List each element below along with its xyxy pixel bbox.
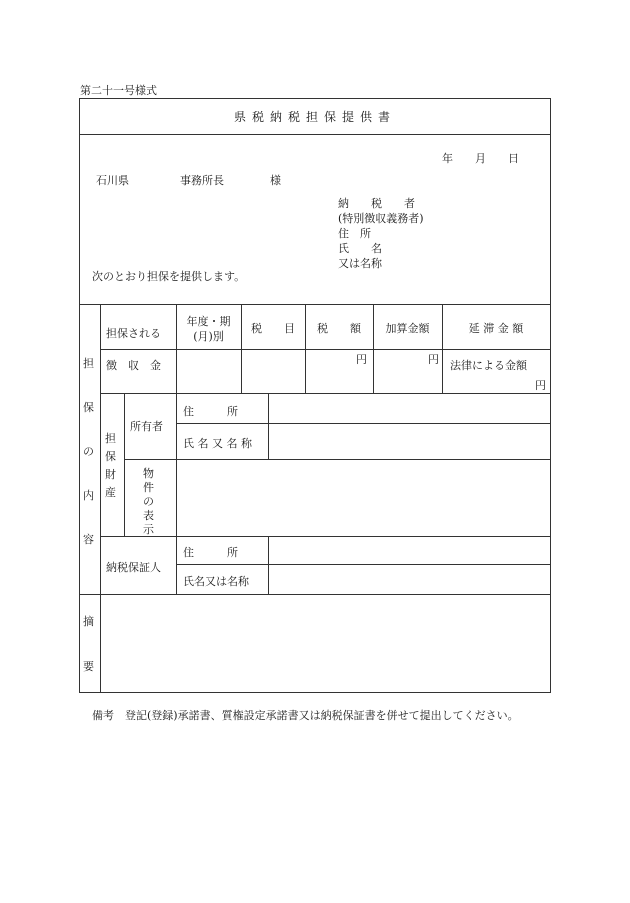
description-char: の (143, 495, 154, 508)
taxpayer-or-name: 又は名称 (338, 257, 382, 270)
left-label-char: 担 (83, 357, 94, 370)
property-label-char: 保 (105, 450, 116, 463)
property-label-char: 担 (105, 432, 116, 445)
collection-label: 徴 収 金 (106, 359, 161, 372)
guarantor-address-label: 住 所 (183, 546, 238, 559)
taxpayer-name: 氏 名 (338, 242, 382, 255)
yen-delinquent: 円 (535, 379, 546, 392)
summary-top-divider (79, 594, 551, 595)
table-row-divider (100, 349, 551, 350)
guarantor-top-divider (100, 536, 551, 537)
taxpayer-sub: (特別徴収義務者) (338, 212, 424, 225)
frame-bottom (79, 692, 551, 693)
taxpayer-label: 納 税 者 (338, 197, 415, 210)
frame-top (79, 98, 551, 99)
property-label-char: 産 (105, 486, 116, 499)
table-col-divider (241, 304, 242, 393)
left-label-char: 保 (83, 401, 94, 414)
header-delinquent: 延 滞 金 額 (468, 322, 524, 335)
header-additional: 加算金額 (385, 322, 430, 335)
header-period-line2: (月)別 (193, 330, 224, 343)
owner-address-label: 住 所 (183, 405, 238, 418)
header-period-line1: 年度・期 (186, 315, 231, 328)
header-tax-amount: 税 額 (317, 322, 361, 335)
summary-char: 摘 (83, 615, 94, 628)
yen-additional: 円 (428, 353, 439, 366)
addressee-honorific: 様 (270, 174, 281, 187)
guarantor-label-border (176, 536, 177, 594)
legal-amount-label: 法律による金額 (450, 359, 527, 372)
owner-name-label: 氏 名 又 名 称 (183, 437, 252, 450)
addressee-office: 事務所長 (180, 174, 224, 187)
description-char: 件 (143, 481, 154, 494)
owner-bottom-divider (124, 459, 551, 460)
frame-right (550, 98, 551, 693)
left-label-char: 容 (83, 533, 94, 546)
yen-tax-amount: 円 (356, 353, 367, 366)
header-tax-item: 税 目 (251, 322, 295, 335)
owner-field-divider (268, 393, 269, 459)
form-title: 県税納税担保提供書 (233, 110, 396, 124)
frame-left (79, 98, 80, 693)
header-divider (79, 304, 551, 305)
table-col-divider (373, 304, 374, 393)
guarantor-label: 納税保証人 (106, 561, 161, 574)
header-secured: 担保される (106, 327, 161, 340)
owner-row-divider (176, 423, 551, 424)
remarks: 備考 登記(登録)承諾書、質権設定承諾書又は納税保証書を併せて提出してください。 (92, 709, 519, 722)
owner-border (176, 393, 177, 536)
property-label-char: 財 (105, 468, 116, 481)
description-char: 物 (143, 467, 154, 480)
left-label-char: の (83, 445, 94, 458)
description-char: 表 (143, 509, 154, 522)
table-col-divider (305, 304, 306, 393)
table-col-divider (442, 304, 443, 393)
guarantor-name-label: 氏名又は名称 (183, 575, 249, 588)
property-label-border (124, 393, 125, 536)
guarantor-field-divider (268, 536, 269, 594)
description-char: 示 (143, 523, 154, 536)
statement: 次のとおり担保を提供します。 (92, 270, 246, 283)
title-divider (79, 134, 551, 135)
left-label-char: 内 (83, 489, 94, 502)
left-column-border (100, 304, 101, 693)
guarantor-row-divider (176, 564, 551, 565)
owner-label: 所有者 (130, 420, 163, 433)
addressee-prefecture: 石川県 (96, 174, 129, 187)
taxpayer-address: 住 所 (338, 227, 371, 240)
form-number: 第二十一号様式 (80, 84, 157, 97)
summary-char: 要 (83, 660, 94, 673)
date-line: 年 月 日 (442, 152, 519, 165)
table-row-divider (100, 393, 551, 394)
